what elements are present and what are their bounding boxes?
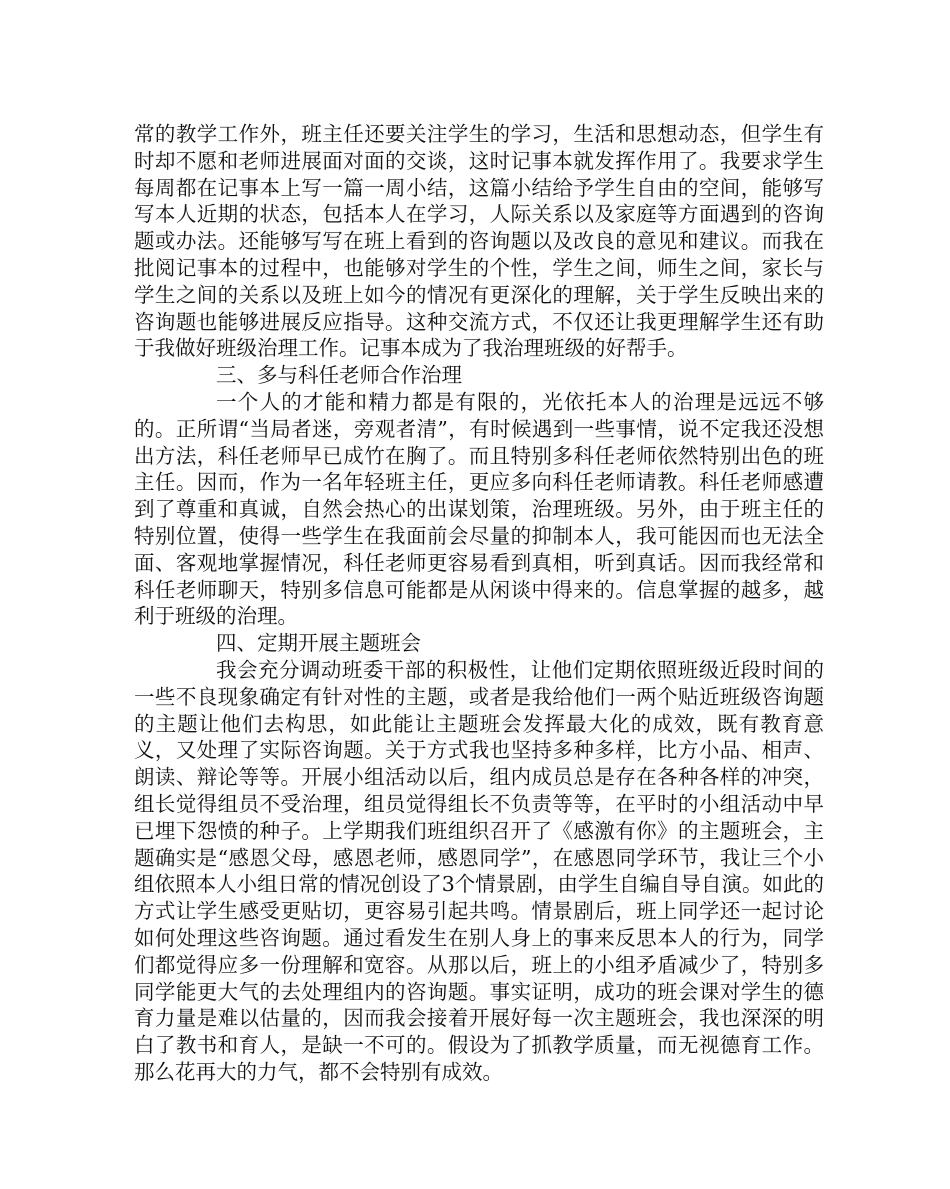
section-heading-3: 三、多与科任老师合作治理 xyxy=(216,363,462,388)
paragraph-theme-class-meeting: 我会充分调动班委干部的积极性，让他们定期依照班级近段时间的一些不良现象确定有针对性的主题，或者是我给他们一两个贴近班级咨询题的主题让他们去构思，如此能让主题班会发挥最大化的成效，既有教育意义，又处理了实际咨询题。关于方式我也坚持多种多样，比方小品、相声、朗读、辩论等等。开展小组活动以后，组内成员总是存在各种各样的冲突，组长觉得组员不受治理，组员觉得组长不负责等等，在平时的小组活动中早已埋下怨愤的种子。上学期我们班组织召开了《感激有你》的主题班会，主题确实是“感恩父母，感恩老师，感恩同学”，在感恩同学环节，我让三个小组依照本人小组日常的情况创设了3个情景剧，由学生自编自导自演。如此的方式让学生感受更贴切，更容易引起共鸣。情景剧后，班上同学还一起讨论如何处理这些咨询题。通过看发生在别人身上的事来反思本人的行为，同学们都觉得应多一份理解和宽容。从那以后，班上的小组矛盾减少了，特别多同学能更大气的去处理组内的咨询题。事实证明，成功的班会课对学生的德育力量是难以估量的，因而我会接着开展好每一次主题班会，我也深深的明白了教书和育人，是缺一不可的。假设为了抓教学质量，而无视德育工作。那么花再大的力气，都不会特别有成效。 xyxy=(134,657,824,1084)
paragraph-teacher-cooperation: 一个人的才能和精力都是有限的，光依托本人的治理是远远不够的。正所谓“当局者迷，旁观者清”，有时候遇到一些事情，说不定我还没想出方法，科任老师早已成竹在胸了。而且特别多科任老师依然特别出色的班主任。因而，作为一名年轻班主任，更应多向科任老师请教。科任老师感遭到了尊重和真诚，自然会热心的出谋划策，治理班级。另外，由于班主任的特别位置，使得一些学生在我面前会尽量的抑制本人，我可能因而也无法全面、客观地掌握情况，科任老师更容易看到真相，听到真话。因而我经常和科任老师聊天，特别多信息可能都是从闲谈中得来的。信息掌握的越多，越利于班级的治理。 xyxy=(134,389,824,629)
section-heading-4: 四、定期开展主题班会 xyxy=(216,631,421,656)
document-body xyxy=(134,121,824,1086)
paragraph-continuation: 常的教学工作外，班主任还要关注学生的学习，生活和思想动态，但学生有时却不愿和老师进展面对面的交谈，这时记事本就发挥作用了。我要求学生每周都在记事本上写一篇一周小结，这篇小结给予学生自由的空间，能够写写本人近期的状态，包括本人在学习，人际关系以及家庭等方面遇到的咨询题或办法。还能够写写在班上看到的咨询题以及改良的意见和建议。而我在批阅记事本的过程中，也能够对学生的个性，学生之间，师生之间，家长与学生之间的关系以及班上如今的情况有更深化的理解，关于学生反映出来的咨询题也能够进展反应指导。这种交流方式，不仅还让我更理解学生还有助于我做好班级治理工作。记事本成为了我治理班级的好帮手。 xyxy=(134,122,824,361)
